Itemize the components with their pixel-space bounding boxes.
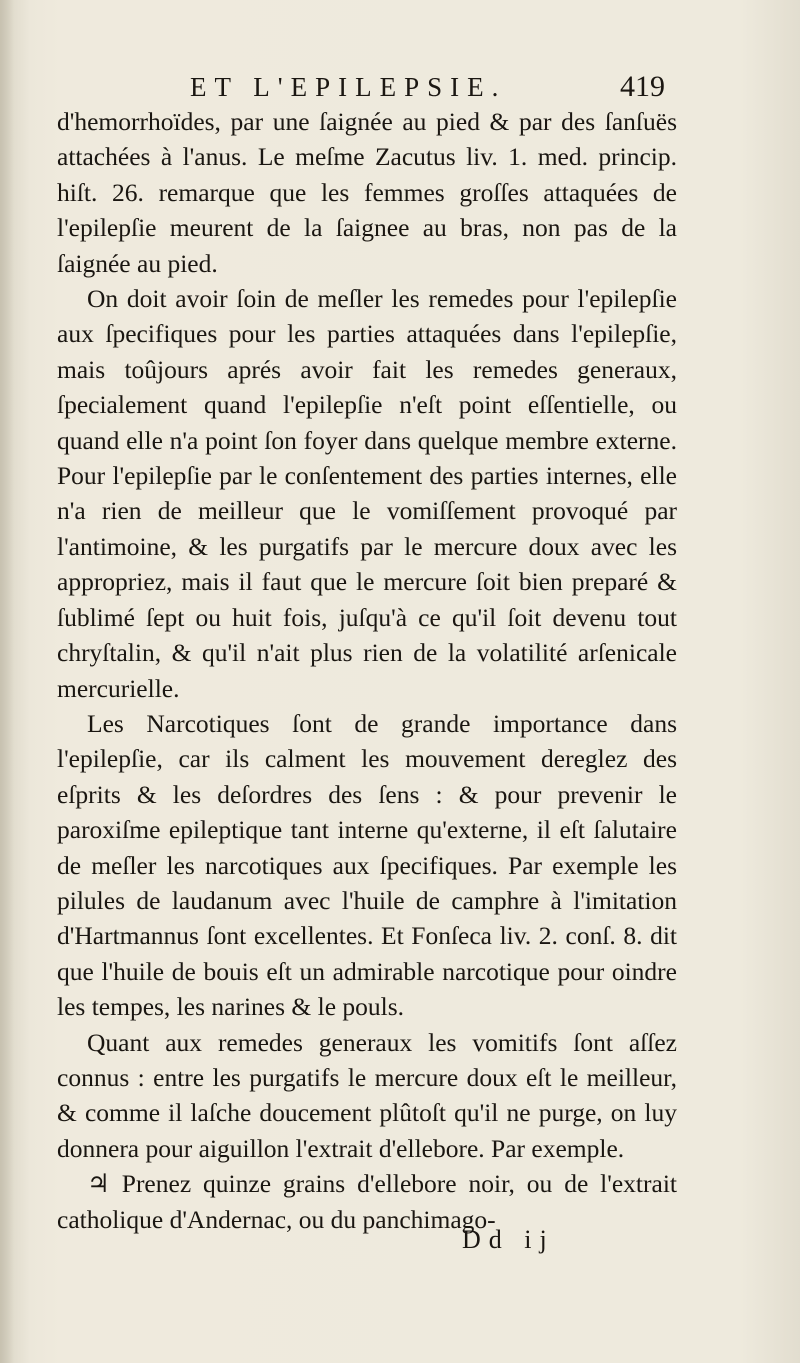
running-head-title: ET L'EPILEPSIE. (190, 72, 507, 102)
paragraph-narcotiques: Les Narcotiques ſont de grande importance dans l'epilepſie, car ils calment les mouvement dereglez des eſprits & les deſordres des ſens : & pour prevenir le paroxiſme epileptique tant interne qu'externe, il eſt ſalutaire de meſler les narcotiques aux ſpecifiques. Par exemple les pilules de laudanum avec l'huile de camphre à l'imitation d'Hartmannus ſont excellentes. Et Fonſeca liv. 2. conſ. 8. dit que l'huile de bouis eſt un admirable narcotique pour oindre les tempes, les narines & le pouls. (57, 708, 677, 1022)
paragraph-continuation: d'hemorrhoïdes, par une ſaignée au pied & par des ſanſuës attachées à l'anus. Le meſme Zacutus liv. 1. med. princip. hiſt. 26. remarque que les femmes groſſes attaquées de l'epilepſie meurent de la ſaignee au bras, non pas de la ſaignée au pied. (57, 107, 677, 278)
body-text (57, 104, 677, 1237)
paragraph-recipe: ♃ Prenez quinze grains d'ellebore noir, ou de l'extrait catholique d'Andernac, ou du panchimago- (57, 1169, 677, 1234)
paragraph-remedes: On doit avoir ſoin de meſler les remedes pour l'epilepſie aux ſpecifiques pour les parties attaquées dans l'epilepſie, mais toûjours aprés avoir fait les remedes generaux, ſpecialement quand l'epilepſie n'eſt point eſſentielle, ou quand elle n'a point ſon foyer dans quelque membre externe. Pour l'epilepſie par le conſentement des parties internes, elle n'a rien de meilleur que le vomiſſement provoqué par l'antimoine, & les purgatifs par le mercure doux avec les appropriez, mais il faut que le mercure ſoit bien preparé & ſublimé ſept ou huit fois, juſqu'à ce qu'il ſoit devenu tout chryſtalin, & qu'il n'ait plus rien de la volatilité arſenicale mercurielle. (57, 284, 677, 703)
signature-mark: Dd ij (462, 1225, 555, 1254)
page-gutter-shadow (0, 0, 14, 1363)
paragraph-remedes-generaux: Quant aux remedes generaux les vomitifs ſont aſſez connus : entre les purgatifs le mercure doux eſt le meilleur, & comme il laſche doucement plûtoſt qu'il ne purge, on luy donnera pour aiguillon l'extrait d'ellebore. Par exemple. (57, 1027, 677, 1163)
page-number: 419 (620, 70, 665, 103)
